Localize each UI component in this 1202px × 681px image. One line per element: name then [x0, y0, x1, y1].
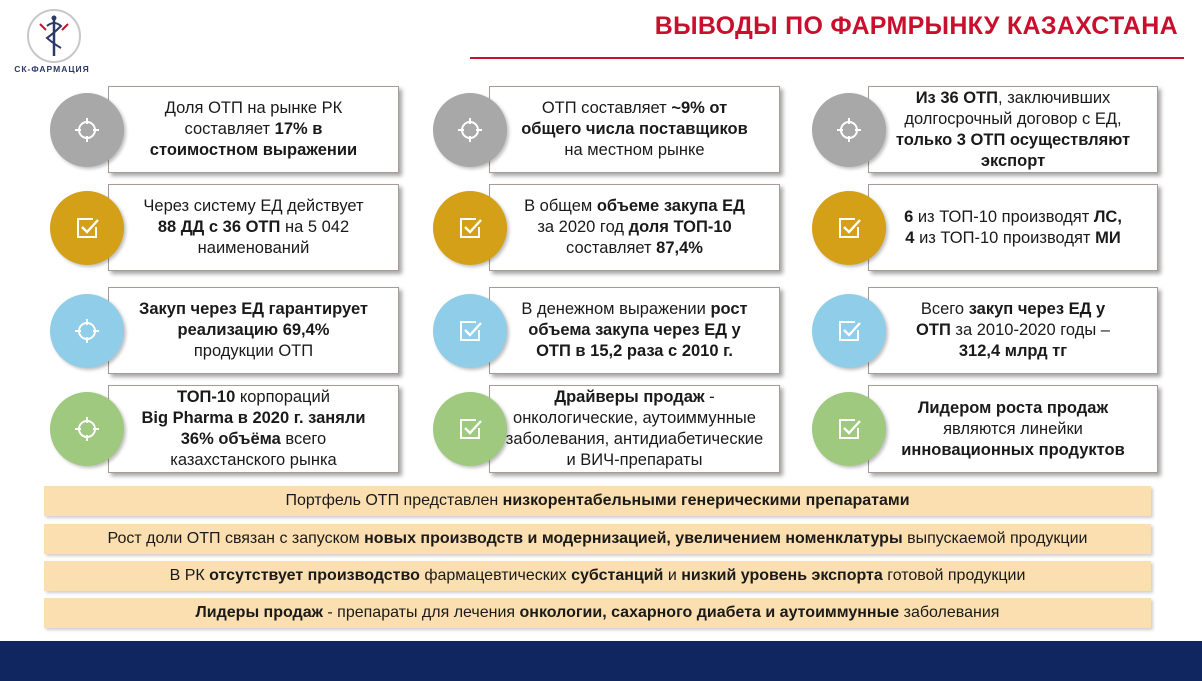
finding-line — [143, 238, 363, 259]
finding-line — [524, 196, 745, 217]
finding-card — [108, 184, 399, 271]
finding-text — [521, 299, 747, 362]
finding-line — [141, 450, 365, 471]
finding-run: на местном рынке — [564, 141, 705, 159]
finding-line — [896, 130, 1130, 151]
finding-run: ОТП в 15,2 раза с 2010 г. — [536, 342, 733, 360]
finding-card — [868, 184, 1158, 271]
finding-line — [143, 217, 363, 238]
finding-run: на 5 042 — [280, 218, 350, 236]
finding-line — [524, 238, 745, 259]
finding-line — [143, 196, 363, 217]
finding-card — [489, 86, 780, 173]
summary-run: Лидеры продаж — [195, 604, 323, 621]
finding-run: за 2010-2020 годы – — [950, 321, 1110, 339]
summary-run: субстанций — [571, 567, 664, 584]
finding-run: Закуп через ЕД гарантирует — [139, 300, 368, 318]
target-icon — [50, 392, 124, 466]
finding-text — [150, 98, 357, 161]
finding-line — [521, 299, 747, 320]
finding-line — [521, 320, 747, 341]
finding-run: 6 — [904, 207, 914, 226]
finding-text — [904, 207, 1122, 249]
finding-line — [896, 109, 1130, 130]
finding-card — [868, 287, 1158, 374]
check-icon — [812, 191, 886, 265]
summary-run: - препараты для лечения — [322, 604, 520, 621]
finding-line — [521, 341, 747, 362]
finding-line — [141, 429, 365, 450]
finding-text — [524, 196, 745, 259]
finding-card — [489, 287, 780, 374]
summary-run: и — [663, 567, 682, 584]
finding-line — [901, 419, 1125, 440]
finding-run: ~9% от — [671, 99, 728, 117]
summary-band — [44, 598, 1151, 628]
finding-run: Из 36 ОТП — [915, 88, 999, 107]
summary-band — [44, 561, 1151, 591]
summary-run: низкий уровень экспорта — [681, 567, 883, 584]
finding-line — [896, 88, 1130, 109]
summary-run: Портфель ОТП представлен — [285, 492, 503, 509]
summary-run: В РК — [169, 567, 210, 584]
finding-run: 4 — [905, 228, 915, 247]
finding-run: Всего — [920, 300, 969, 318]
finding-run: Доля ОТП на рынке РК — [164, 99, 343, 117]
finding-line — [521, 140, 748, 161]
finding-text — [506, 387, 763, 471]
finding-text — [901, 398, 1125, 461]
finding-line — [916, 320, 1110, 341]
page-title: ВЫВОДЫ ПО ФАРМРЫНКУ КАЗАХСТАНА — [654, 12, 1178, 40]
summary-band-text — [108, 530, 1088, 548]
finding-run: В денежном выражении — [521, 300, 711, 318]
finding-run: В общем — [524, 197, 597, 215]
finding-line — [150, 119, 357, 140]
finding-line — [901, 440, 1125, 461]
summary-run: онкологии, сахарного диабета и аутоиммунные — [519, 604, 900, 621]
finding-line — [139, 320, 368, 341]
finding-line — [506, 450, 763, 471]
summary-band — [44, 486, 1151, 516]
summary-run: выпускаемой продукции — [902, 530, 1088, 547]
finding-run: 17% в — [274, 120, 323, 138]
finding-run: являются линейки — [943, 419, 1083, 438]
finding-line — [139, 341, 368, 362]
finding-run: ОТП составляет — [541, 99, 672, 117]
finding-card — [868, 86, 1158, 173]
finding-line — [506, 387, 763, 408]
finding-run: объема закупа через ЕД у — [528, 321, 741, 339]
finding-card — [489, 184, 780, 271]
finding-run: экспорт — [980, 151, 1046, 170]
check-icon — [433, 294, 507, 368]
finding-line — [150, 98, 357, 119]
finding-run: 36% объёма — [180, 430, 281, 448]
finding-line — [916, 341, 1110, 362]
finding-run: - — [704, 388, 715, 406]
target-icon — [433, 93, 507, 167]
finding-line — [896, 151, 1130, 172]
check-icon — [50, 191, 124, 265]
summary-run: Рост доли ОТП связан с запуском — [107, 530, 365, 547]
check-icon — [433, 392, 507, 466]
finding-run: всего — [280, 430, 327, 448]
finding-run: казахстанского рынка — [170, 451, 337, 469]
finding-card — [108, 86, 399, 173]
finding-run: 87,4% — [656, 239, 703, 257]
finding-run: из ТОП-10 производят — [914, 228, 1096, 247]
finding-line — [904, 228, 1122, 249]
finding-run: онкологические, аутоиммунные — [513, 409, 756, 427]
finding-line — [506, 429, 763, 450]
finding-text — [139, 299, 368, 362]
finding-line — [904, 207, 1122, 228]
finding-run: доля ТОП-10 — [628, 218, 732, 236]
finding-run: Лидером роста продаж — [917, 398, 1109, 417]
finding-run: инновационных продуктов — [901, 440, 1125, 459]
finding-run: продукции ОТП — [193, 342, 314, 360]
target-icon — [50, 294, 124, 368]
finding-run: ЛС, — [1093, 207, 1122, 226]
target-icon — [50, 93, 124, 167]
summary-band-text — [196, 604, 1000, 622]
finding-run: заболевания, антидиабетические — [505, 430, 764, 448]
finding-line — [139, 299, 368, 320]
finding-text — [896, 88, 1130, 172]
finding-run: составляет — [566, 239, 657, 257]
summary-run: фармацевтических — [419, 567, 572, 584]
finding-line — [150, 140, 357, 161]
finding-run: Драйверы продаж — [554, 388, 705, 406]
finding-run: долгосрочный договор с ЕД, — [904, 109, 1122, 128]
finding-run: наименований — [197, 239, 310, 257]
finding-run: ТОП-10 — [177, 388, 236, 406]
finding-run: 88 ДД с 36 ОТП — [157, 218, 281, 236]
finding-text — [143, 196, 363, 259]
summary-run: новых производств и модернизацией, увеличением номенклатуры — [364, 530, 903, 547]
finding-text — [521, 98, 748, 161]
summary-run: низкорентабельными генерическими препаратами — [502, 492, 910, 509]
summary-run: отсутствует производство — [209, 567, 420, 584]
finding-run: Big Pharma в 2020 г. заняли — [141, 409, 366, 427]
finding-run: составляет — [184, 120, 275, 138]
finding-run: только 3 ОТП осуществляют — [895, 130, 1131, 149]
finding-line — [524, 217, 745, 238]
finding-run: стоимостном выражении — [149, 141, 358, 159]
logo-text: СК-ФАРМАЦИЯ — [14, 64, 90, 74]
finding-run: общего числа поставщиков — [521, 120, 748, 138]
finding-line — [521, 98, 748, 119]
finding-card — [108, 287, 399, 374]
finding-text — [141, 387, 365, 471]
finding-card — [489, 385, 780, 473]
summary-band-text — [285, 492, 909, 510]
finding-run: Через систему ЕД действует — [143, 197, 364, 215]
finding-run: и ВИЧ-препараты — [566, 451, 703, 469]
finding-line — [141, 387, 365, 408]
footer-bar — [0, 641, 1202, 681]
summary-band-text — [170, 567, 1026, 585]
check-icon — [433, 191, 507, 265]
finding-run: рост — [710, 300, 748, 318]
summary-run: заболевания — [899, 604, 1000, 621]
finding-line — [916, 299, 1110, 320]
finding-card — [868, 385, 1158, 473]
title-divider — [470, 57, 1184, 59]
finding-line — [506, 408, 763, 429]
finding-run: МИ — [1095, 228, 1121, 247]
summary-run: готовой продукции — [882, 567, 1026, 584]
finding-run: за 2020 год — [537, 218, 629, 236]
finding-run: ОТП — [916, 321, 951, 339]
finding-run: , заключивших — [998, 88, 1111, 107]
finding-run: объеме закупа ЕД — [596, 197, 745, 215]
finding-card — [108, 385, 399, 473]
finding-run: 312,4 млрд тг — [958, 342, 1068, 360]
summary-band — [44, 524, 1151, 554]
finding-run: из ТОП-10 производят — [913, 207, 1094, 226]
finding-line — [141, 408, 365, 429]
check-icon — [812, 392, 886, 466]
finding-run: корпораций — [235, 388, 330, 406]
target-icon — [812, 93, 886, 167]
check-icon — [812, 294, 886, 368]
finding-line — [901, 398, 1125, 419]
finding-run: реализацию 69,4% — [177, 321, 330, 339]
finding-text — [916, 299, 1110, 362]
finding-line — [521, 119, 748, 140]
finding-run: закуп через ЕД у — [968, 300, 1106, 318]
